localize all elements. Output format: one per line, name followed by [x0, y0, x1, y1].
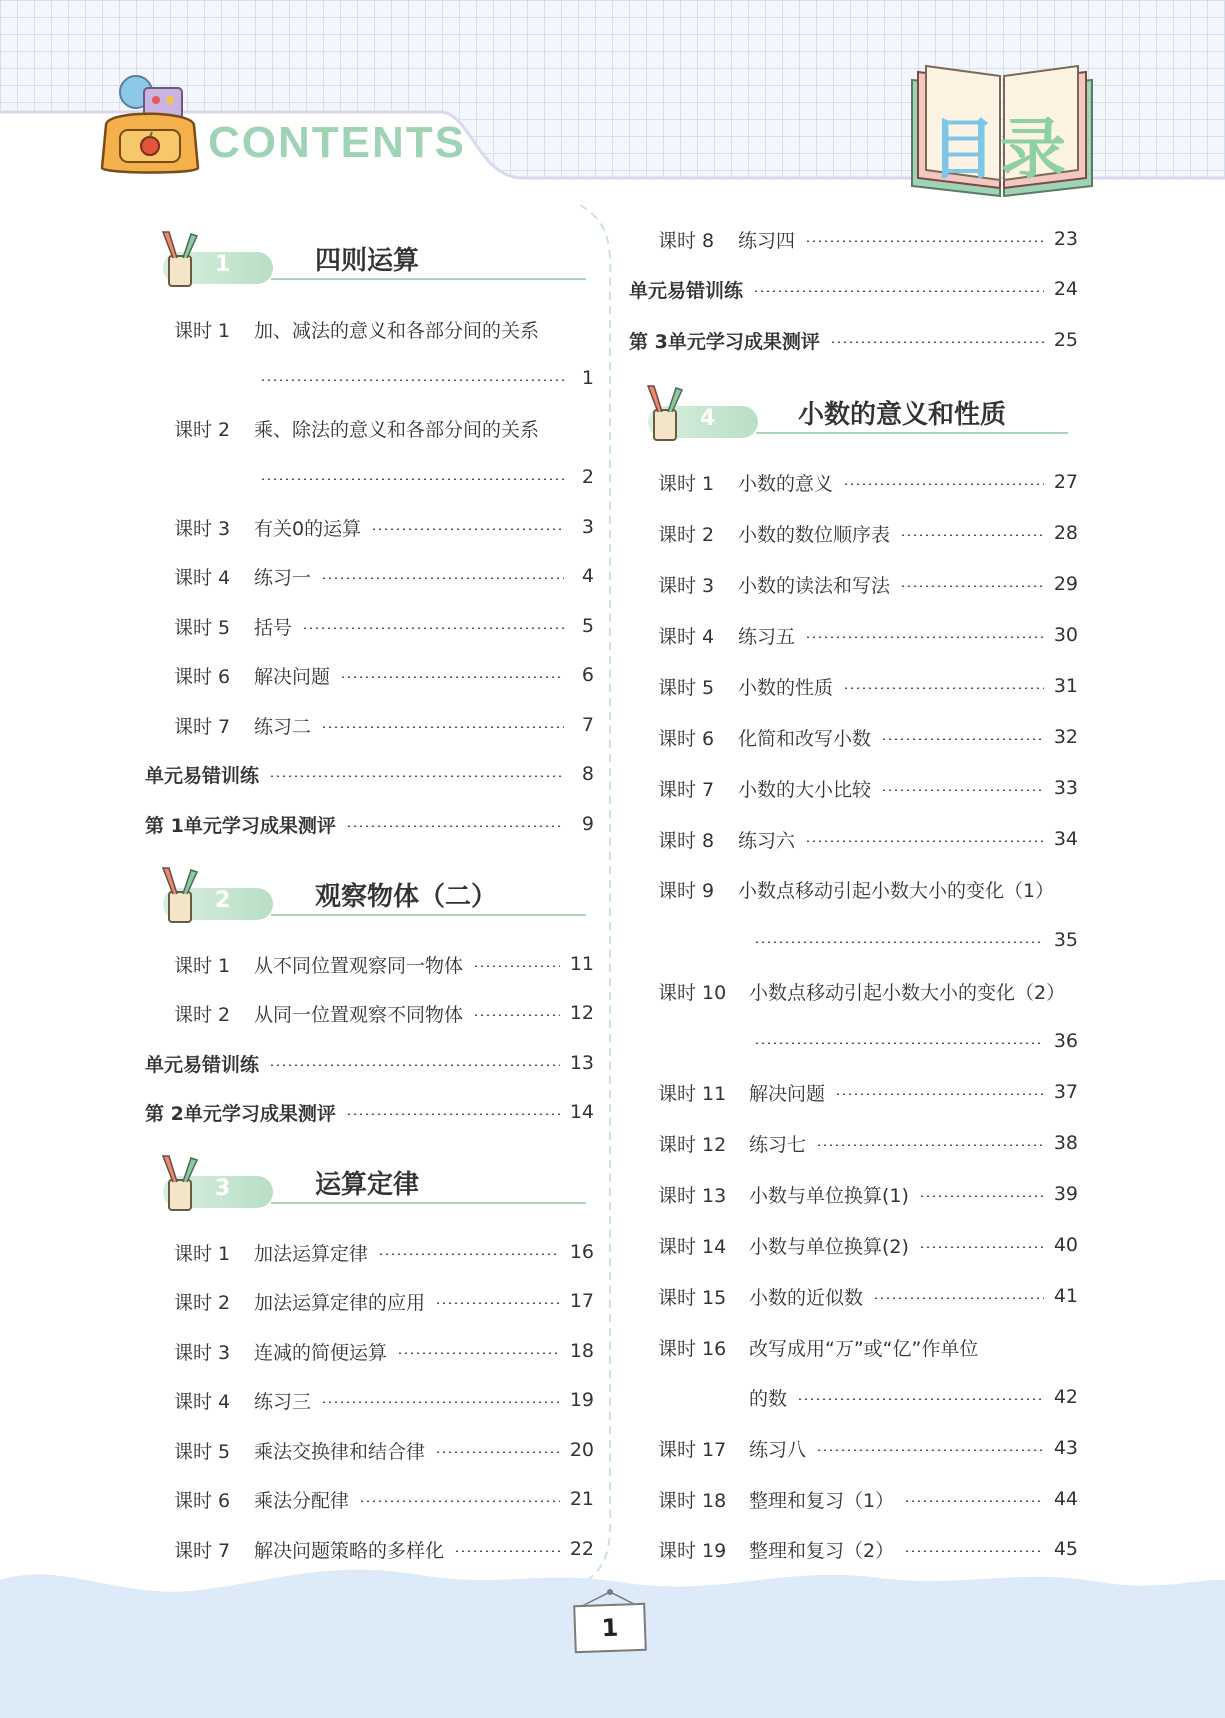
page-number: 27	[1053, 471, 1078, 493]
entry-title: 改写成用“万”或“亿”作单位	[749, 1337, 979, 1360]
lesson-label: 课时 3	[658, 574, 715, 597]
toc-entry[interactable]	[658, 819, 1078, 859]
dot-leader	[754, 1042, 1044, 1044]
unit-2-header	[145, 866, 585, 926]
entry-title: 小数点移动引起小数大小的变化（1）	[738, 879, 1055, 902]
unit-1-header	[145, 230, 585, 290]
dot-leader	[346, 825, 564, 827]
entry-title: 小数与单位换算(1)	[749, 1184, 909, 1207]
entry-title: 练习二	[254, 715, 312, 738]
dot-leader	[454, 1550, 560, 1552]
page-number: 17	[569, 1290, 594, 1312]
dot-leader	[805, 636, 1044, 638]
toc-entry[interactable]	[658, 717, 1078, 757]
entry-title: 乘法分配律	[254, 1489, 350, 1512]
dot-leader	[378, 1253, 560, 1255]
page-number: 41	[1053, 1285, 1078, 1307]
dot-leader	[835, 1093, 1044, 1095]
toc-entry[interactable]	[658, 1123, 1078, 1163]
lesson-label: 课时 6	[174, 1489, 231, 1512]
dot-leader	[816, 1144, 1044, 1146]
page-number: 25	[1053, 329, 1078, 351]
lesson-label: 课时 11	[658, 1082, 727, 1105]
toc-entry-assessment[interactable]	[145, 804, 594, 844]
unit-3-header	[145, 1154, 585, 1214]
lesson-label: 课时 5	[174, 616, 231, 639]
page-number: 4	[581, 565, 594, 587]
unit-title: 观察物体（二）	[315, 882, 498, 912]
page-title	[930, 96, 1070, 191]
toc-entry[interactable]	[658, 1174, 1078, 1214]
page-number: 9	[581, 813, 594, 835]
toc-entry[interactable]	[658, 1327, 1078, 1367]
page-number: 30	[1053, 624, 1078, 646]
toc-entry[interactable]	[174, 1281, 594, 1321]
toc-entry[interactable]	[174, 507, 594, 547]
entry-title: 解决问题	[749, 1082, 826, 1105]
lesson-label: 课时 5	[658, 676, 715, 699]
entry-title: 的数	[749, 1387, 788, 1410]
toc-entry[interactable]	[174, 944, 594, 984]
entry-title: 加法运算定律的应用	[254, 1291, 426, 1314]
page-number: 6	[581, 664, 594, 686]
unit-number: 2	[215, 888, 231, 913]
toc-entry[interactable]	[658, 513, 1078, 553]
lesson-label: 课时 15	[658, 1286, 727, 1309]
entry-title: 小数的大小比较	[738, 778, 872, 801]
dot-leader	[435, 1302, 560, 1304]
page-number: 33	[1053, 777, 1078, 799]
toc-entry[interactable]	[658, 768, 1078, 808]
toc-entry[interactable]	[174, 1430, 594, 1470]
toc-entry[interactable]	[260, 358, 594, 398]
toc-entry[interactable]	[658, 1072, 1078, 1112]
dot-leader	[346, 1113, 560, 1115]
toc-entry-review[interactable]	[629, 269, 1078, 309]
entry-title: 加法运算定律	[254, 1242, 369, 1265]
toc-entry[interactable]	[174, 1232, 594, 1272]
toc-entry-review[interactable]	[145, 1043, 594, 1083]
toc-entry[interactable]	[658, 869, 1078, 909]
page-number: 19	[569, 1389, 594, 1411]
page-number: 23	[1053, 228, 1078, 250]
entry-title: 小数的数位顺序表	[738, 523, 891, 546]
lesson-label: 课时 2	[174, 418, 231, 441]
dot-leader	[873, 1297, 1044, 1299]
page-number: 43	[1053, 1437, 1078, 1459]
entry-title: 单元易错训练	[145, 764, 260, 787]
entry-title: 练习七	[749, 1133, 807, 1156]
lesson-label: 课时 10	[658, 981, 727, 1004]
title-char-1: 目	[930, 111, 1000, 188]
entry-title: 括号	[254, 616, 293, 639]
entry-title: 加、减法的意义和各部分间的关系	[254, 319, 540, 342]
entry-title: 从不同位置观察同一物体	[254, 954, 464, 977]
dot-leader	[797, 1398, 1044, 1400]
lesson-label: 课时 19	[658, 1539, 727, 1562]
page-number: 32	[1053, 726, 1078, 748]
pencil-cup-icon	[155, 230, 203, 288]
entry-title: 从同一位置观察不同物体	[254, 1003, 464, 1026]
dot-leader	[830, 341, 1044, 343]
lesson-label: 课时 3	[174, 1341, 231, 1364]
lesson-label: 课时 13	[658, 1184, 727, 1207]
dot-leader	[321, 577, 564, 579]
title-char-2: 录	[1000, 111, 1070, 188]
lesson-label: 课时 9	[658, 879, 715, 902]
toc-entry[interactable]	[754, 1021, 1078, 1061]
dot-leader	[843, 483, 1044, 485]
unit-4-header	[630, 384, 1070, 444]
lesson-label: 课时 14	[658, 1235, 727, 1258]
toc-entry[interactable]	[174, 1380, 594, 1420]
entry-title: 小数的性质	[738, 676, 834, 699]
toc-entry-assessment[interactable]	[145, 1092, 594, 1132]
dot-leader	[302, 627, 564, 629]
dot-leader	[435, 1451, 560, 1453]
page-number: 13	[569, 1052, 594, 1074]
dot-leader	[900, 534, 1044, 536]
lesson-label: 课时 8	[658, 829, 715, 852]
toc-entry[interactable]	[174, 606, 594, 646]
lesson-label: 课时 1	[658, 472, 715, 495]
page-number: 29	[1053, 573, 1078, 595]
unit-title: 小数的意义和性质	[798, 400, 1007, 430]
entry-title: 化简和改写小数	[738, 727, 872, 750]
lesson-label: 课时 3	[174, 517, 231, 540]
toc-entry[interactable]	[658, 971, 1078, 1011]
lesson-label: 课时 8	[658, 229, 715, 252]
lesson-label: 课时 1	[174, 954, 231, 977]
lesson-label: 课时 18	[658, 1489, 727, 1512]
dot-leader	[900, 585, 1044, 587]
lesson-label: 课时 4	[658, 625, 715, 648]
toc-entry[interactable]	[754, 920, 1078, 960]
dot-leader	[904, 1550, 1044, 1552]
lesson-label: 课时 6	[174, 665, 231, 688]
dot-leader	[805, 840, 1044, 842]
lesson-label: 课时 2	[658, 523, 715, 546]
page-number: 22	[569, 1538, 594, 1560]
unit-underline	[271, 914, 586, 916]
dot-leader	[269, 1064, 560, 1066]
lesson-label: 课时 12	[658, 1133, 727, 1156]
toc-entry[interactable]	[658, 1428, 1078, 1468]
toc-entry[interactable]	[658, 462, 1078, 502]
page-number: 16	[569, 1241, 594, 1263]
page-number: 39	[1053, 1183, 1078, 1205]
entry-title: 解决问题策略的多样化	[254, 1539, 445, 1562]
page-number: 35	[1053, 929, 1078, 951]
page-number-sign: 1	[573, 1603, 647, 1653]
entry-title: 第 1单元学习成果测评	[145, 814, 336, 837]
dot-leader	[269, 775, 564, 777]
entry-title: 有关0的运算	[254, 517, 362, 540]
page-number: 38	[1053, 1132, 1078, 1154]
entry-title: 练习八	[749, 1438, 807, 1461]
page-number: 42	[1053, 1386, 1078, 1408]
unit-underline	[271, 278, 586, 280]
lesson-label: 课时 4	[174, 1390, 231, 1413]
lesson-label: 课时 1	[174, 1242, 231, 1265]
toc-entry[interactable]	[174, 655, 594, 695]
dot-leader	[359, 1500, 560, 1502]
toc-entry-review[interactable]	[145, 754, 594, 794]
page-number: 20	[569, 1439, 594, 1461]
toc-entry[interactable]	[174, 705, 594, 745]
toc-entry-assessment[interactable]	[629, 320, 1078, 360]
page-number: 14	[569, 1101, 594, 1123]
dot-leader	[919, 1246, 1044, 1248]
unit-underline	[756, 432, 1068, 434]
lesson-label: 课时 16	[658, 1337, 727, 1360]
page-number: 8	[581, 763, 594, 785]
dot-leader	[260, 478, 564, 480]
entry-title: 练习六	[738, 829, 796, 852]
unit-number: 1	[215, 252, 231, 277]
page-number: 37	[1053, 1081, 1078, 1103]
entry-title: 小数的近似数	[749, 1286, 864, 1309]
pencil-cup-icon	[155, 866, 203, 924]
page-number: 1	[581, 367, 594, 389]
dot-leader	[371, 528, 564, 530]
pencil-cup-icon	[640, 384, 688, 442]
lesson-label: 课时 7	[174, 715, 231, 738]
lesson-label: 课时 4	[174, 566, 231, 589]
entry-title: 小数的意义	[738, 472, 834, 495]
dot-leader	[904, 1500, 1044, 1502]
entry-title: 整理和复习（2）	[749, 1539, 895, 1562]
page-number: 45	[1053, 1538, 1078, 1560]
dot-leader	[881, 789, 1044, 791]
entry-title: 练习三	[254, 1390, 312, 1413]
page-number: 7	[581, 714, 594, 736]
unit-underline	[271, 1202, 586, 1204]
toc-entry[interactable]	[658, 564, 1078, 604]
toc-entry[interactable]	[658, 1225, 1078, 1265]
dot-leader	[843, 687, 1044, 689]
lesson-label: 课时 6	[658, 727, 715, 750]
entry-title: 小数的读法和写法	[738, 574, 891, 597]
toc-entry[interactable]	[658, 1479, 1078, 1519]
entry-title: 单元易错训练	[145, 1053, 260, 1076]
dot-leader	[753, 290, 1044, 292]
page-number: 36	[1053, 1030, 1078, 1052]
pencil-cup-icon	[155, 1154, 203, 1212]
page-number: 21	[569, 1488, 594, 1510]
entry-title: 单元易错训练	[629, 279, 744, 302]
entry-title: 练习四	[738, 229, 796, 252]
toc-entry[interactable]	[174, 556, 594, 596]
page-number: 28	[1053, 522, 1078, 544]
entry-title: 乘、除法的意义和各部分间的关系	[254, 418, 540, 441]
dot-leader	[816, 1449, 1044, 1451]
page-number: 40	[1053, 1234, 1078, 1256]
page-number: 2	[581, 466, 594, 488]
entry-title: 连减的简便运算	[254, 1341, 388, 1364]
lesson-label: 课时 1	[174, 319, 231, 342]
unit-number: 3	[215, 1176, 231, 1201]
dot-leader	[260, 379, 564, 381]
entry-title: 第 2单元学习成果测评	[145, 1102, 336, 1125]
page-number: 24	[1053, 278, 1078, 300]
toc-entry[interactable]	[749, 1377, 1078, 1417]
entry-title: 整理和复习（1）	[749, 1489, 895, 1512]
dot-leader	[340, 676, 564, 678]
dot-leader	[754, 941, 1044, 943]
entry-title: 第 3单元学习成果测评	[629, 330, 820, 353]
lesson-label: 课时 7	[658, 778, 715, 801]
toc-entry[interactable]	[658, 219, 1078, 259]
page-number: 31	[1053, 675, 1078, 697]
dot-leader	[881, 738, 1044, 740]
toc-entry[interactable]	[174, 1331, 594, 1371]
contents-label: CONTENTS	[208, 118, 466, 167]
unit-number: 4	[700, 406, 716, 431]
toc-entry[interactable]	[658, 666, 1078, 706]
dot-leader	[919, 1195, 1044, 1197]
dot-leader	[473, 1014, 560, 1016]
entry-title: 练习五	[738, 625, 796, 648]
toc-entry[interactable]	[174, 1479, 594, 1519]
entry-title: 小数点移动引起小数大小的变化（2）	[749, 981, 1066, 1004]
toc-entry[interactable]	[174, 993, 594, 1033]
dot-leader	[321, 726, 564, 728]
page-number: 5	[581, 615, 594, 637]
lesson-label: 课时 17	[658, 1438, 727, 1461]
entry-title: 乘法交换律和结合律	[254, 1440, 426, 1463]
page-number: 34	[1053, 828, 1078, 850]
dot-leader	[805, 240, 1044, 242]
page-number: 12	[569, 1002, 594, 1024]
entry-title: 练习一	[254, 566, 312, 589]
dot-leader	[321, 1401, 560, 1403]
school-bag-icon	[96, 70, 206, 178]
unit-title: 运算定律	[315, 1170, 420, 1200]
dot-leader	[397, 1352, 560, 1354]
unit-title: 四则运算	[315, 246, 420, 276]
lesson-label: 课时 2	[174, 1291, 231, 1314]
entry-title: 解决问题	[254, 665, 331, 688]
toc-entry[interactable]	[658, 1276, 1078, 1316]
entry-title: 小数与单位换算(2)	[749, 1235, 909, 1258]
toc-entry[interactable]	[658, 615, 1078, 655]
toc-entry[interactable]	[174, 408, 594, 448]
page-number: 3	[581, 516, 594, 538]
lesson-label: 课时 2	[174, 1003, 231, 1026]
toc-entry[interactable]	[260, 457, 594, 497]
page-number: 18	[569, 1340, 594, 1362]
lesson-label: 课时 7	[174, 1539, 231, 1562]
page-number: 44	[1053, 1488, 1078, 1510]
dot-leader	[473, 965, 560, 967]
lesson-label: 课时 5	[174, 1440, 231, 1463]
page-number: 11	[569, 953, 594, 975]
toc-entry[interactable]	[174, 309, 594, 349]
